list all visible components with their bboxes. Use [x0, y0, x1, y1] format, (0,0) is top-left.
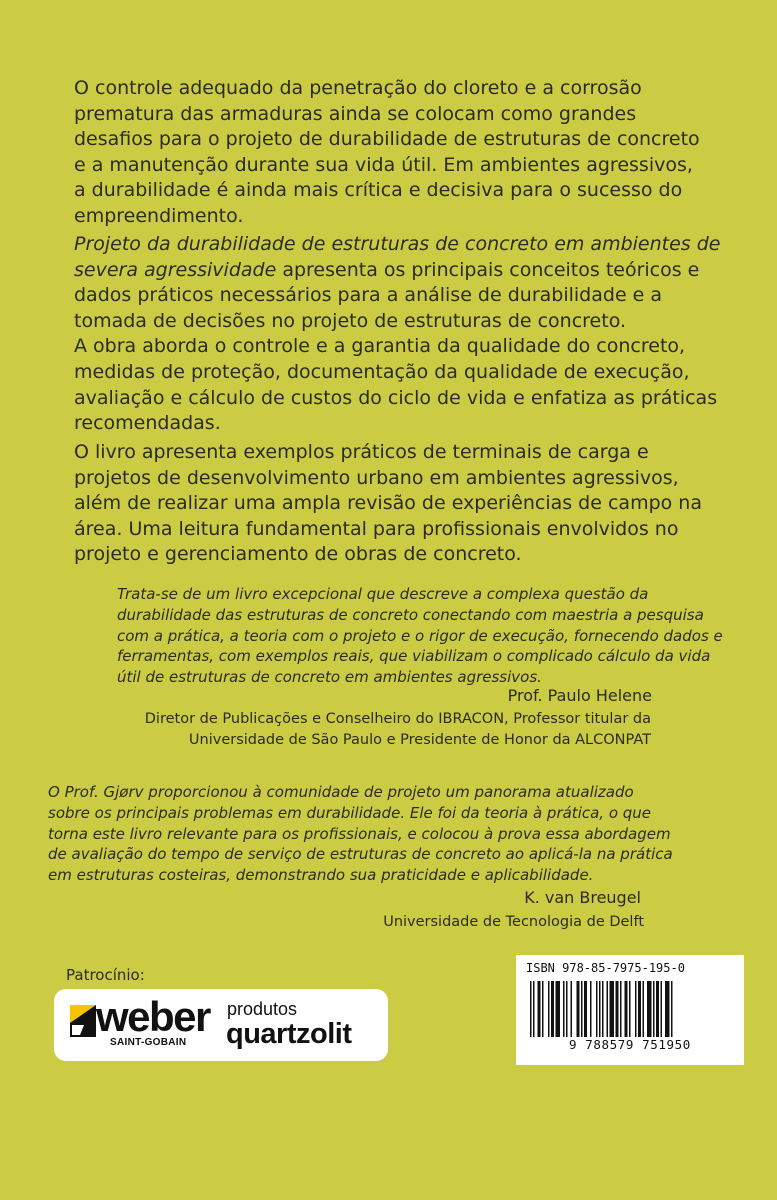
barcode-bar	[581, 981, 583, 1037]
quote-line: em estruturas costeiras, demonstrando sua praticidade e aplicabilidade.	[48, 866, 594, 885]
barcode-bar	[638, 981, 641, 1037]
barcode-bar	[653, 981, 655, 1037]
text-line: prematura das armaduras ainda se colocam como grandes	[74, 102, 637, 125]
text-line: projeto e gerenciamento de obras de concreto.	[74, 543, 522, 566]
barcode-bar	[625, 981, 628, 1037]
isbn-barcode-panel	[516, 955, 744, 1065]
testimonial-affiliation: Universidade de Tecnologia de Delft	[383, 914, 644, 930]
isbn-label: ISBN 978-85-7975-195-0	[526, 961, 685, 975]
barcode-bar	[602, 981, 604, 1037]
quote-line: Trata-se de um livro excepcional que descreve a complexa questão da	[117, 585, 649, 603]
text-line: tomada de decisões no projeto de estruturas de concreto.	[74, 309, 627, 332]
barcode-bar	[629, 981, 631, 1037]
weber-wordmark: weber	[96, 993, 210, 1040]
quote-line: sobre os principais problemas em durabilidade. Ele foi da teoria à prática, o que	[48, 803, 652, 822]
quote-line: torna este livro relevante para os profissionais, e colocou à prova essa abordagem	[48, 824, 671, 843]
text-line: desafios para o projeto de durabilidade de estruturas de concreto	[74, 128, 700, 151]
text-line: empreendimento.	[74, 204, 244, 227]
barcode-digits: 9 788579 751950	[569, 1037, 691, 1052]
barcode-bar	[671, 981, 673, 1037]
barcode-bar	[607, 981, 609, 1037]
barcode-bar	[620, 981, 622, 1037]
text-line: área. Uma leitura fundamental para profissionais envolvidos no	[74, 517, 679, 540]
quote-line: O Prof. Gjørv proporcionou à comunidade de projeto um panorama atualizado	[48, 783, 634, 801]
quote-line: com a prática, a teoria com o projeto e o rigor de execução, fornecendo dados e	[117, 626, 723, 645]
barcode-bar	[610, 981, 615, 1037]
weber-mark-icon	[66, 1003, 100, 1039]
barcode-bar	[656, 981, 659, 1037]
text-fragment: apresenta os principais conceitos teóricos e	[276, 258, 700, 281]
book-title-end: severa agressividade	[74, 258, 277, 281]
text-line: projetos de desenvolvimento urbano em ambientes agressivos,	[74, 466, 679, 489]
barcode-bar	[563, 981, 565, 1037]
barcode-bar	[566, 981, 568, 1037]
text-line: recomendadas.	[74, 412, 221, 435]
barcode-bar	[643, 981, 645, 1037]
text-line: A obra aborda o controle e a garantia da qualidade do concreto,	[74, 335, 686, 358]
sponsor-label: Patrocínio:	[66, 966, 145, 984]
quote-line: durabilidade das estruturas de concreto conectando com maestria a pesquisa	[117, 605, 704, 624]
weber-logo	[66, 993, 216, 1053]
barcode-bar	[616, 981, 619, 1037]
saint-gobain-wordmark: SAINT-GOBAIN	[110, 1037, 187, 1048]
text-line: medidas de proteção, documentação da qualidade de execução,	[74, 360, 690, 383]
barcode-bar	[538, 981, 541, 1037]
text-line: dados práticos necessários para a análise de durabilidade e a	[74, 284, 663, 307]
barcode-bar	[533, 981, 535, 1037]
text-line: O controle adequado da penetração do cloreto e a corrosão	[74, 77, 642, 99]
barcode-bar	[665, 981, 670, 1037]
barcode-bar	[530, 981, 532, 1037]
produtos-wordmark: produtos	[227, 999, 298, 1019]
testimonial-van-breugel	[48, 782, 673, 886]
barcode-bar	[596, 981, 598, 1037]
text-line: avaliação e cálculo de custos do ciclo de vida e enfatiza as práticas	[74, 386, 718, 409]
testimonial-helene	[117, 584, 723, 688]
barcode-bar	[590, 981, 592, 1037]
paragraph-intro	[74, 76, 700, 230]
barcode-bar	[571, 981, 573, 1037]
barcode-bar	[577, 981, 580, 1037]
barcode-bar	[548, 981, 550, 1037]
affiliation-line: Universidade de São Paulo e Presidente de Honor da ALCONPAT	[188, 731, 651, 748]
quote-line: ferramentas, com exemplos reais, que viabilizam o complicado cálculo da vida	[117, 647, 711, 666]
quote-line: de avaliação do tempo de serviço de estruturas de concreto ao aplicá-la na prática	[48, 845, 673, 864]
paragraph-book-summary	[74, 232, 721, 437]
text-line: e a manutenção durante sua vida útil. Em ambientes agressivos,	[74, 153, 693, 176]
barcode-bar	[584, 981, 587, 1037]
barcode-bar	[599, 981, 601, 1037]
text-line: O livro apresenta exemplos práticos de terminais de carga e	[74, 441, 649, 463]
text-line: além de realizar uma ampla revisão de experiências de campo na	[74, 492, 702, 515]
testimonial-author: Prof. Paulo Helene	[507, 686, 652, 705]
text-line	[74, 258, 700, 284]
barcode-bar	[556, 981, 561, 1037]
paragraph-examples	[74, 440, 702, 568]
barcode-bar	[551, 981, 554, 1037]
affiliation-line: Diretor de Publicações e Conselheiro do IBRACON, Professor titular da	[144, 711, 651, 727]
testimonial-affiliation	[145, 709, 651, 750]
barcode-icon	[528, 981, 732, 1037]
barcode-bar	[635, 981, 637, 1037]
quartzolit-wordmark: quartzolit	[226, 1018, 352, 1050]
book-title-line: Projeto da durabilidade de estruturas de concreto em ambientes de	[74, 233, 721, 255]
text-line: a durabilidade é ainda mais crítica e decisiva para o sucesso do	[74, 179, 683, 202]
testimonial-author: K. van Breugel	[524, 888, 641, 907]
barcode-bar	[647, 981, 652, 1037]
sponsor-logo-panel	[54, 989, 388, 1061]
barcode-bar	[542, 981, 544, 1037]
barcode-bar	[661, 981, 663, 1037]
quote-line: útil de estruturas de concreto em ambientes agressivos.	[117, 668, 542, 687]
